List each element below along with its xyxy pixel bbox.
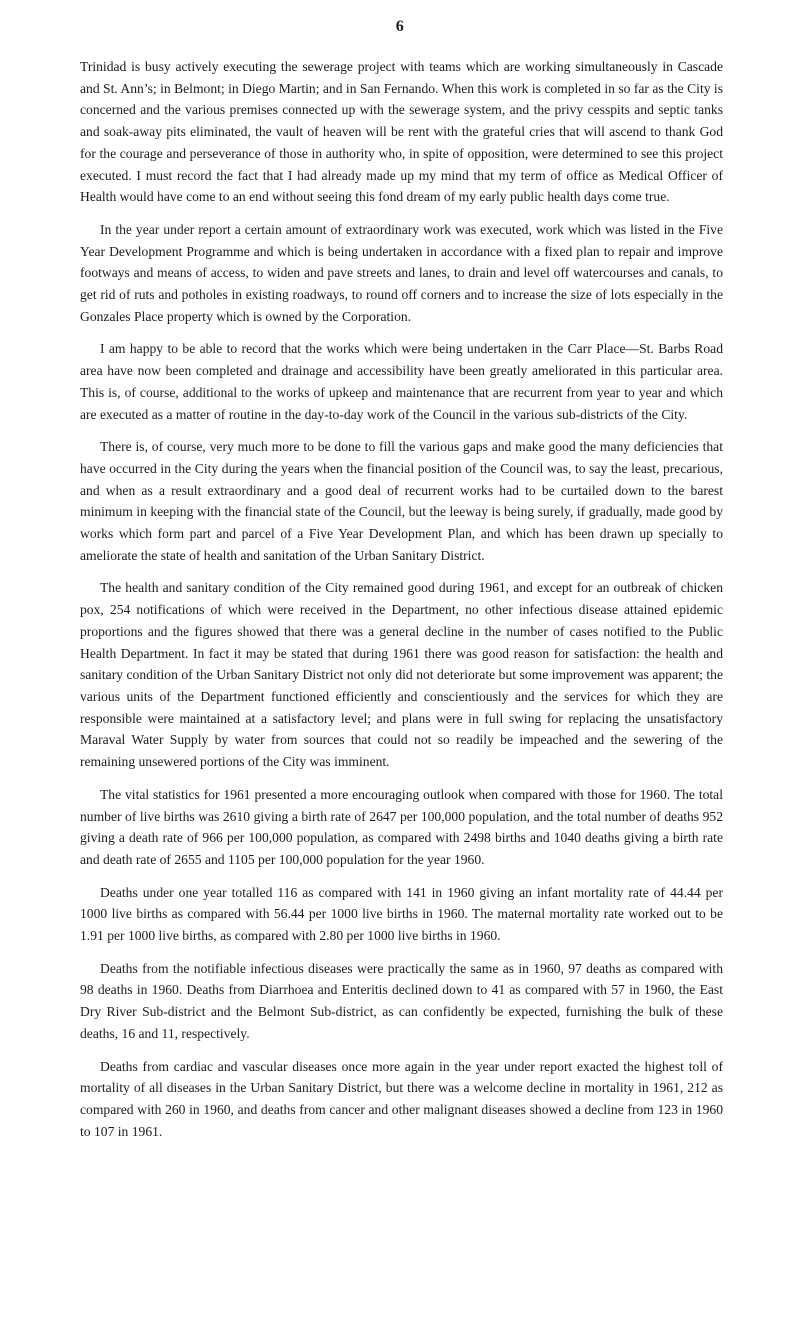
paragraph-health-condition: The health and sanitary condition of the City remained good during 1961, and except for an outbreak of chicken pox, 254 notifications of which were received in the Department, no other infectious disease attained epidemic proportions and the figures showed that there was a general decline in the number of cases notified to the Public Health Department. In fact it may be stated that during 1961 there was good reason for satisfaction: the health and sanitary condition of the Urban Sanitary District not only did not deteriorate but some improvement was apparent; the various units of the Department functioned efficiently and conscientiously and the services for which they are responsible were maintained at a satisfactory level; and plans were in full swing for replacing the unsatisfactory Maraval Water Supply by water from sources that could not so readily be impeached and the sewering of the remaining unsewered portions of the City was imminent. <box>80 580 723 770</box>
paragraph-infectious-deaths: Deaths from the notifiable infectious diseases were practically the same as in 1960, 97 deaths as compared with 98 deaths in 1960. Deaths from Diarrhoea and Enteritis declined down to 41 as compared with 57 in 1960, the East Dry River Sub-district and the Belmont Sub-district, as can confidently be expected, furnishing the bulk of these deaths, 16 and 11, respectively. <box>80 960 723 1041</box>
paragraph-sewerage-project: Trinidad is busy actively executing the sewerage project with teams which are working simultaneously in Cascade and St. Ann’s; in Belmont; in Diego Martin; and in San Fernando. When this work is completed in so far as the City is concerned and the various premises connected up with the sewerage system, and the privy cesspits and septic tanks and soak-away pits eliminated, the vault of heaven will be rent with the grateful cries that will ascend to thank God for the courage and perseverance of those in authority who, in spite of opposition, were determined to see this project executed. I must record the fact that I had already made up my mind that my term of office as Medical Officer of Health would have come to an end without seeing this fond dream of my early public health days come true. <box>80 59 723 205</box>
page-number: 6 <box>395 18 405 35</box>
report-body <box>80 56 723 1153</box>
paragraph-infant-mortality: Deaths under one year totalled 116 as compared with 141 in 1960 giving an infant mortality rate of 44.44 per 1000 live births as compared with 56.44 per 1000 live births in 1960. The maternal mortality rate worked out to be 1.91 per 1000 live births, as compared with 2.80 per 1000 live births in 1960. <box>80 884 723 944</box>
paragraph-carr-place-works: I am happy to be able to record that the works which were being undertaken in the Carr Place—St. Barbs Road area have now been completed and drainage and accessibility have been greatly ameliorated in this particular area. This is, of course, additional to the works of upkeep and maintenance that are recurrent from year to year and which are executed as a matter of routine in the day-to-day work of the Council in the various sub-districts of the City. <box>80 341 723 422</box>
paragraph-vital-statistics: The vital statistics for 1961 presented a more encouraging outlook when compared with those for 1960. The total number of live births was 2610 giving a birth rate of 2647 per 100,000 population, and the total number of deaths 952 giving a death rate of 966 per 100,000 population, as compared with 2498 births and 1040 deaths giving a birth rate and death rate of 2655 and 1105 per 100,000 population for the year 1960. <box>80 786 723 867</box>
paragraph-cardiac-cancer-deaths: Deaths from cardiac and vascular diseases once more again in the year under report exacted the highest toll of mortality of all diseases in the Urban Sanitary District, but there was a welcome decline in mortality in 1961, 212 as compared with 260 in 1960, and deaths from cancer and other malignant diseases showed a decline from 123 in 1960 to 107 in 1961. <box>80 1058 723 1139</box>
paragraph-deficiencies: There is, of course, very much more to be done to fill the various gaps and make good the many deficiencies that have occurred in the City during the years when the financial position of the Council was, to say the least, precarious, and when as a result extraordinary and a good deal of recurrent works had to be curtailed down to the barest minimum in keeping with the financial state of the Council, but the leeway is being surely, if gradually, made good by works which form part and parcel of a Five Year Development Plan, and which has been drawn up specially to ameliorate the state of health and sanitation of the Urban Sanitary District. <box>80 439 723 563</box>
paragraph-extraordinary-work: In the year under report a certain amount of extraordinary work was executed, work which was listed in the Five Year Development Programme and which is being undertaken in accordance with a fixed plan to repair and improve footways and means of access, to widen and pave streets and lanes, to drain and level off watercourses and canals, to get rid of ruts and potholes in existing roadways, to round off corners and to increase the size of lots especially in the Gonzales Place property which is owned by the Corporation. <box>80 221 723 324</box>
